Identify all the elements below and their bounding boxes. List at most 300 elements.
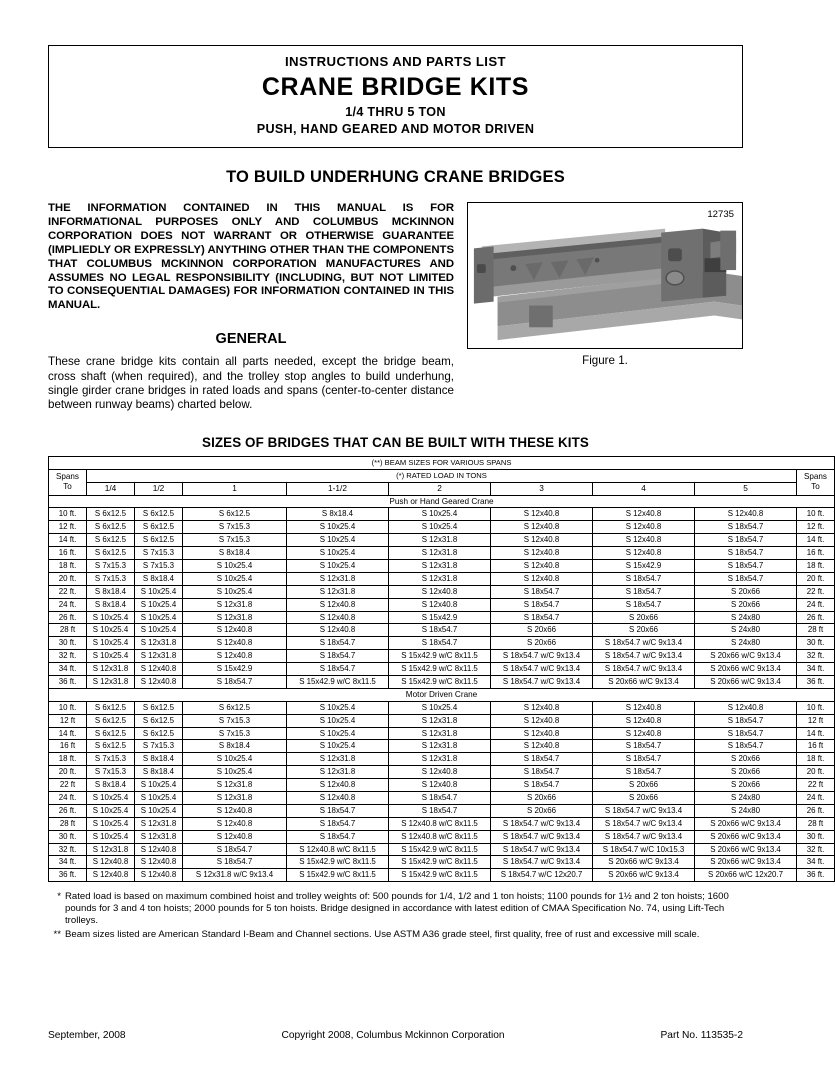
- beam-size-cell: S 12x31.8: [389, 534, 491, 547]
- beam-size-cell: S 12x31.8: [183, 611, 287, 624]
- beam-size-cell: S 12x40.8: [491, 727, 593, 740]
- span-label-left: 26 ft.: [49, 804, 87, 817]
- beam-size-cell: S 24x80: [695, 792, 797, 805]
- beam-size-cell: S 18x54.7 w/C 9x13.4: [491, 817, 593, 830]
- beam-size-cell: S 12x40.8: [593, 508, 695, 521]
- beam-size-cell: S 20x66: [695, 766, 797, 779]
- beam-size-cell: S 12x40.8: [183, 804, 287, 817]
- beam-size-cell: S 10x25.4: [135, 792, 183, 805]
- footer-part-number: Part No. 113535-2: [660, 1030, 743, 1041]
- beam-size-cell: S 10x25.4: [135, 804, 183, 817]
- beam-size-cell: S 12x40.8: [491, 572, 593, 585]
- general-heading: GENERAL: [215, 331, 287, 348]
- span-label-right: 12 ft.: [797, 521, 835, 534]
- beam-size-cell: S 12x31.8: [389, 727, 491, 740]
- beam-size-cell: S 10x25.4: [287, 534, 389, 547]
- span-label-right: 24 ft.: [797, 792, 835, 805]
- spans-bottom-label-right: To: [811, 481, 820, 491]
- beam-size-cell: S 8x18.4: [183, 547, 287, 560]
- beam-size-cell: S 10x25.4: [183, 560, 287, 573]
- beam-size-cell: S 12x40.8: [593, 534, 695, 547]
- beam-size-cell: S 15x42.9: [389, 611, 491, 624]
- document-kicker: INSTRUCTIONS AND PARTS LIST: [284, 54, 507, 69]
- beam-size-cell: S 10x25.4: [287, 560, 389, 573]
- table-row: [49, 714, 835, 727]
- beam-size-cell: S 18x54.7: [389, 792, 491, 805]
- beam-size-cell: S 20x66 w/C 9x13.4: [593, 856, 695, 869]
- load-columns-row: [49, 482, 835, 495]
- beam-size-cell: S 18x54.7: [695, 534, 797, 547]
- beam-size-cell: S 10x25.4: [87, 792, 135, 805]
- beam-size-cell: S 18x54.7 w/C 9x13.4: [593, 663, 695, 676]
- beam-size-cell: S 6x12.5: [87, 714, 135, 727]
- title-box: [48, 45, 743, 148]
- beam-size-cell: S 12x40.8: [287, 792, 389, 805]
- load-column-header: 1: [183, 482, 287, 495]
- beam-size-cell: S 15x42.9 w/C 8x11.5: [287, 869, 389, 882]
- beam-size-cell: S 24x80: [695, 637, 797, 650]
- beam-size-cell: S 10x25.4: [87, 624, 135, 637]
- beam-size-cell: S 12x31.8: [183, 598, 287, 611]
- table-row: [49, 830, 835, 843]
- span-label-right: 24 ft.: [797, 598, 835, 611]
- span-label-right: 14 ft.: [797, 727, 835, 740]
- beam-size-cell: S 20x66: [491, 637, 593, 650]
- beam-size-cell: S 15x42.9 w/C 8x11.5: [389, 650, 491, 663]
- beam-size-cell: S 10x25.4: [287, 521, 389, 534]
- table-head: [49, 456, 835, 495]
- beam-size-cell: S 20x66 w/C 9x13.4: [593, 676, 695, 689]
- footnote: [48, 929, 743, 941]
- footnote-marker: **: [53, 928, 61, 940]
- beam-size-cell: S 10x25.4: [287, 727, 389, 740]
- beam-size-cell: S 18x54.7 w/C 9x13.4: [593, 637, 695, 650]
- beam-size-cell: S 15x42.9 w/C 8x11.5: [389, 843, 491, 856]
- beam-size-cell: S 18x54.7: [695, 572, 797, 585]
- beam-size-cell: S 18x54.7: [491, 766, 593, 779]
- beam-size-cell: S 12x31.8: [287, 766, 389, 779]
- beam-size-cell: S 12x40.8: [183, 637, 287, 650]
- beam-size-cell: S 12x40.8: [491, 714, 593, 727]
- table-rated-load-row: [49, 469, 835, 482]
- beam-size-cell: S 20x66 w/C 9x13.4: [695, 676, 797, 689]
- figure-frame: [467, 202, 743, 349]
- beam-size-cell: S 12x40.8: [491, 560, 593, 573]
- document-page: [0, 45, 827, 1069]
- beam-size-cell: S 20x66: [491, 624, 593, 637]
- table-row: [49, 727, 835, 740]
- span-label-left: 10 ft.: [49, 701, 87, 714]
- beam-size-cell: S 12x40.8: [389, 766, 491, 779]
- span-label-left: 14 ft.: [49, 727, 87, 740]
- span-label-right: 22 ft: [797, 779, 835, 792]
- beam-size-cell: S 18x54.7 w/C 10x15.3: [593, 843, 695, 856]
- document-title: CRANE BRIDGE KITS: [261, 73, 530, 101]
- beam-size-cell: S 18x54.7: [491, 779, 593, 792]
- beam-size-cell: S 12x40.8: [491, 701, 593, 714]
- beam-size-cell: S 12x40.8 w/C 8x11.5: [389, 830, 491, 843]
- beam-size-cell: S 20x66 w/C 9x13.4: [695, 663, 797, 676]
- beam-size-cell: S 20x66 w/C 9x13.4: [695, 843, 797, 856]
- span-label-right: 28 ft: [797, 817, 835, 830]
- beam-size-cell: S 10x25.4: [287, 740, 389, 753]
- beam-size-cell: S 12x40.8: [695, 701, 797, 714]
- beam-size-cell: S 18x54.7 w/C 9x13.4: [593, 650, 695, 663]
- crane-bridge-photo: [468, 203, 742, 348]
- beam-size-cell: S 15x42.9 w/C 8x11.5: [389, 856, 491, 869]
- table-section-header-row: [49, 495, 835, 508]
- beam-size-cell: S 15x42.9: [593, 560, 695, 573]
- beam-size-cell: S 6x12.5: [135, 534, 183, 547]
- beam-size-cell: S 7x15.3: [87, 560, 135, 573]
- beam-size-cell: S 12x40.8: [135, 856, 183, 869]
- span-label-left: 34 ft.: [49, 663, 87, 676]
- beam-size-cell: S 12x31.8: [183, 792, 287, 805]
- beam-size-cell: S 18x54.7: [593, 740, 695, 753]
- beam-size-cell: S 12x40.8: [183, 624, 287, 637]
- beam-size-cell: S 12x40.8: [491, 521, 593, 534]
- beam-size-cell: S 20x66 w/C 12x20.7: [695, 869, 797, 882]
- beam-size-cell: S 7x15.3: [183, 714, 287, 727]
- table-row: [49, 817, 835, 830]
- beam-size-cell: S 12x40.8: [593, 714, 695, 727]
- beam-size-cell: S 12x31.8: [87, 676, 135, 689]
- beam-size-cell: S 12x40.8: [695, 508, 797, 521]
- table-row: [49, 611, 835, 624]
- spans-to-header-right: [797, 469, 835, 495]
- beam-size-cell: S 12x40.8: [287, 779, 389, 792]
- span-label-left: 22 ft: [49, 779, 87, 792]
- footnote-marker: *: [57, 891, 61, 903]
- beam-size-cell: S 18x54.7: [695, 560, 797, 573]
- beam-size-cell: S 10x25.4: [135, 624, 183, 637]
- span-label-right: 32 ft.: [797, 650, 835, 663]
- span-label-right: 36 ft.: [797, 869, 835, 882]
- spans-bottom-label-left: To: [63, 481, 72, 491]
- beam-size-cell: S 6x12.5: [135, 508, 183, 521]
- span-label-right: 34 ft.: [797, 663, 835, 676]
- beam-size-cell: S 18x54.7: [593, 598, 695, 611]
- beam-size-cell: S 20x66 w/C 9x13.4: [695, 830, 797, 843]
- table-row: [49, 560, 835, 573]
- beam-size-cell: S 12x40.8: [389, 598, 491, 611]
- span-label-right: 10 ft.: [797, 701, 835, 714]
- beam-size-cell: S 18x54.7: [183, 676, 287, 689]
- span-label-right: 14 ft.: [797, 534, 835, 547]
- beam-size-cell: S 18x54.7: [491, 585, 593, 598]
- beam-size-cell: S 18x54.7: [491, 753, 593, 766]
- beam-size-cell: S 12x40.8 w/C 8x11.5: [389, 817, 491, 830]
- beam-size-cell: S 18x54.7 w/C 9x13.4: [491, 676, 593, 689]
- beam-size-cell: S 18x54.7 w/C 9x13.4: [593, 804, 695, 817]
- span-label-left: 18 ft.: [49, 753, 87, 766]
- table-row: [49, 701, 835, 714]
- footnote-text: Beam sizes listed are American Standard I-Beam and Channel sections. Use ASTM A36 grade steel, first quality, free of rust and excessive mill scale.: [65, 928, 700, 940]
- beam-size-cell: S 12x40.8: [389, 779, 491, 792]
- beam-size-cell: S 15x42.9 w/C 8x11.5: [389, 676, 491, 689]
- load-column-header: 2: [389, 482, 491, 495]
- beam-size-cell: S 12x40.8: [287, 624, 389, 637]
- span-label-left: 24 ft.: [49, 598, 87, 611]
- figure-number-label: 12735: [707, 209, 734, 220]
- beam-size-cell: S 20x66: [695, 753, 797, 766]
- beam-size-cell: S 8x18.4: [135, 753, 183, 766]
- beam-size-cell: S 12x40.8: [135, 869, 183, 882]
- beam-size-cell: S 15x42.9 w/C 8x11.5: [389, 869, 491, 882]
- document-subtitle: TO BUILD UNDERHUNG CRANE BRIDGES: [226, 168, 565, 186]
- table-body: [49, 495, 835, 882]
- span-label-right: 10 ft.: [797, 508, 835, 521]
- beam-size-cell: S 12x40.8: [593, 701, 695, 714]
- beam-size-cell: S 6x12.5: [87, 534, 135, 547]
- beam-size-cell: S 18x54.7: [695, 714, 797, 727]
- span-label-left: 16 ft: [49, 740, 87, 753]
- span-label-right: 36 ft.: [797, 676, 835, 689]
- beam-size-cell: S 12x40.8: [287, 611, 389, 624]
- beam-size-cell: S 7x15.3: [87, 766, 135, 779]
- footer-date: September, 2008: [48, 1030, 126, 1041]
- beam-size-cell: S 10x25.4: [287, 701, 389, 714]
- beam-size-cell: S 10x25.4: [135, 585, 183, 598]
- span-label-left: 20 ft.: [49, 572, 87, 585]
- beam-size-cell: S 7x15.3: [87, 572, 135, 585]
- beam-size-cell: S 10x25.4: [389, 508, 491, 521]
- table-row: [49, 534, 835, 547]
- beam-size-cell: S 7x15.3: [87, 753, 135, 766]
- disclaimer-text: THE INFORMATION CONTAINED IN THIS MANUAL IS FOR INFORMATIONAL PURPOSES ONLY AND COLUMBUS MCKINNON CORPORATION DOES NOT WARRANT OR OTHERWISE GUARANTEE (IMPLIEDLY OR EXPRESSLY) ANYTHING OTHER THAN THE COMPONENTS THAT COLUMBUS MCKINNON CORPORATION MANUFACTURES AND ASSUMES NO LEGAL RESPONSIBILITY (INCLUDING, BUT NOT LIMITED TO CONSEQUENTIAL DAMAGES) FOR INFORMATION CONTAINED IN THIS MANUAL.: [48, 202, 454, 312]
- beam-size-cell: S 24x80: [695, 624, 797, 637]
- beam-size-cell: S 18x54.7: [287, 663, 389, 676]
- span-label-right: 30 ft.: [797, 637, 835, 650]
- beam-size-cell: S 18x54.7 w/C 9x13.4: [491, 830, 593, 843]
- figure-caption: Figure 1.: [582, 354, 628, 367]
- beam-size-cell: S 18x54.7: [491, 611, 593, 624]
- table-row: [49, 598, 835, 611]
- beam-size-cell: S 10x25.4: [183, 766, 287, 779]
- span-label-left: 20 ft.: [49, 766, 87, 779]
- table-row: [49, 676, 835, 689]
- beam-size-cell: S 12x40.8 w/C 8x11.5: [287, 843, 389, 856]
- beam-size-cell: S 12x31.8: [183, 779, 287, 792]
- beam-size-cell: S 18x54.7: [287, 650, 389, 663]
- span-label-right: 20 ft.: [797, 572, 835, 585]
- span-label-left: 10 ft.: [49, 508, 87, 521]
- beam-size-cell: S 6x12.5: [87, 727, 135, 740]
- beam-size-cell: S 12x31.8 w/C 9x13.4: [183, 869, 287, 882]
- table-row: [49, 650, 835, 663]
- table-row: [49, 572, 835, 585]
- beam-size-cell: S 6x12.5: [135, 727, 183, 740]
- table-row: [49, 766, 835, 779]
- beam-size-cell: S 24x80: [695, 804, 797, 817]
- beam-size-cell: S 10x25.4: [183, 585, 287, 598]
- beam-size-cell: S 10x25.4: [183, 753, 287, 766]
- beam-size-cell: S 6x12.5: [87, 508, 135, 521]
- beam-size-cell: S 7x15.3: [135, 560, 183, 573]
- span-label-left: 26 ft.: [49, 611, 87, 624]
- beam-size-cell: S 10x25.4: [389, 701, 491, 714]
- beam-size-cell: S 20x66 w/C 9x13.4: [593, 869, 695, 882]
- span-label-left: 12 ft.: [49, 521, 87, 534]
- span-label-left: 22 ft.: [49, 585, 87, 598]
- beam-size-cell: S 12x40.8: [87, 869, 135, 882]
- beam-size-cell: S 12x40.8: [135, 676, 183, 689]
- table-section-header-row: [49, 688, 835, 701]
- beam-size-cell: S 12x31.8: [389, 714, 491, 727]
- spans-to-header-left: [49, 469, 87, 495]
- beam-size-cell: S 18x54.7 w/C 9x13.4: [491, 856, 593, 869]
- footnotes: [48, 891, 743, 940]
- beam-size-cell: S 10x25.4: [135, 598, 183, 611]
- beam-size-cell: S 20x66: [593, 792, 695, 805]
- beam-size-cell: S 12x31.8: [287, 585, 389, 598]
- beam-size-cell: S 18x54.7: [287, 637, 389, 650]
- beam-size-cell: S 15x42.9 w/C 8x11.5: [287, 676, 389, 689]
- beam-size-cell: S 6x12.5: [135, 714, 183, 727]
- span-label-right: 30 ft.: [797, 830, 835, 843]
- beam-size-cell: S 10x25.4: [87, 650, 135, 663]
- beam-size-cell: S 6x12.5: [183, 701, 287, 714]
- span-label-right: 18 ft.: [797, 560, 835, 573]
- beam-size-cell: S 12x40.8: [491, 534, 593, 547]
- beam-size-cell: S 12x31.8: [287, 753, 389, 766]
- table-row: [49, 508, 835, 521]
- beam-size-cell: S 10x25.4: [389, 521, 491, 534]
- beam-size-cell: S 6x12.5: [87, 740, 135, 753]
- beam-size-cell: S 20x66: [593, 611, 695, 624]
- beam-size-cell: S 12x31.8: [135, 817, 183, 830]
- span-label-right: 26 ft.: [797, 804, 835, 817]
- beam-size-cell: S 12x40.8: [491, 547, 593, 560]
- span-label-left: 18 ft.: [49, 560, 87, 573]
- beam-size-cell: S 20x66 w/C 9x13.4: [695, 817, 797, 830]
- table-section-name: Motor Driven Crane: [49, 688, 835, 701]
- beam-size-cell: S 18x54.7: [695, 547, 797, 560]
- table-row: [49, 663, 835, 676]
- beam-size-cell: S 18x54.7: [491, 598, 593, 611]
- beam-size-cell: S 12x40.8: [593, 521, 695, 534]
- beam-size-cell: S 18x54.7: [695, 740, 797, 753]
- table-row: [49, 585, 835, 598]
- load-column-header: 5: [695, 482, 797, 495]
- beam-size-cell: S 18x54.7: [183, 843, 287, 856]
- beam-size-cell: S 8x18.4: [135, 572, 183, 585]
- beam-size-cell: S 18x54.7: [183, 856, 287, 869]
- intro-section: [48, 202, 743, 413]
- beam-size-cell: S 8x18.4: [87, 779, 135, 792]
- bridge-sizes-table: [48, 456, 835, 882]
- span-label-left: 28 ft: [49, 817, 87, 830]
- intro-text-column: [48, 202, 462, 413]
- beam-size-cell: S 12x40.8: [287, 598, 389, 611]
- beam-size-cell: S 10x25.4: [87, 637, 135, 650]
- beam-size-cell: S 12x31.8: [389, 740, 491, 753]
- beam-size-cell: S 18x54.7: [287, 817, 389, 830]
- span-label-left: 32 ft.: [49, 650, 87, 663]
- beam-size-cell: S 12x31.8: [389, 572, 491, 585]
- beam-size-cell: S 20x66: [491, 792, 593, 805]
- span-label-right: 22 ft.: [797, 585, 835, 598]
- span-label-left: 30 ft.: [49, 637, 87, 650]
- table-title: SIZES OF BRIDGES THAT CAN BE BUILT WITH THESE KITS: [202, 434, 589, 450]
- beam-size-cell: S 6x12.5: [87, 701, 135, 714]
- beam-size-cell: S 6x12.5: [183, 508, 287, 521]
- beam-size-cell: S 18x54.7 w/C 9x13.4: [593, 817, 695, 830]
- span-label-left: 14 ft.: [49, 534, 87, 547]
- beam-size-cell: S 15x42.9 w/C 8x11.5: [287, 856, 389, 869]
- beam-size-cell: S 12x31.8: [389, 753, 491, 766]
- beam-size-cell: S 18x54.7 w/C 12x20.7: [491, 869, 593, 882]
- beam-size-cell: S 10x25.4: [135, 611, 183, 624]
- footer-copyright: Copyright 2008, Columbus Mckinnon Corporation: [281, 1030, 505, 1041]
- span-label-right: 18 ft.: [797, 753, 835, 766]
- beam-size-cell: S 18x54.7: [593, 572, 695, 585]
- beam-size-cell: S 10x25.4: [287, 547, 389, 560]
- beam-size-cell: S 18x54.7: [695, 727, 797, 740]
- table-row: [49, 869, 835, 882]
- table-section-name: Push or Hand Geared Crane: [49, 495, 835, 508]
- beam-size-cell: S 8x18.4: [287, 508, 389, 521]
- beam-size-cell: S 12x40.8: [135, 663, 183, 676]
- beam-size-cell: S 18x54.7 w/C 9x13.4: [491, 663, 593, 676]
- table-row: [49, 792, 835, 805]
- beam-size-cell: S 18x54.7: [593, 585, 695, 598]
- beam-size-cell: S 12x31.8: [87, 663, 135, 676]
- span-label-left: 28 ft: [49, 624, 87, 637]
- beam-size-cell: S 15x42.9: [183, 663, 287, 676]
- beam-size-cell: S 8x18.4: [87, 598, 135, 611]
- span-label-left: 34 ft.: [49, 856, 87, 869]
- beam-size-cell: S 18x54.7 w/C 9x13.4: [491, 843, 593, 856]
- load-column-header: 1/4: [87, 482, 135, 495]
- beam-size-cell: S 12x40.8: [135, 843, 183, 856]
- beam-size-cell: S 7x15.3: [135, 547, 183, 560]
- beam-size-cell: S 12x31.8: [389, 547, 491, 560]
- beam-size-cell: S 12x40.8: [183, 650, 287, 663]
- figure-column: [462, 202, 743, 367]
- table-row: [49, 521, 835, 534]
- table-row: [49, 547, 835, 560]
- span-label-right: 28 ft: [797, 624, 835, 637]
- beam-size-cell: S 10x25.4: [87, 611, 135, 624]
- beam-size-cell: S 6x12.5: [87, 521, 135, 534]
- beam-size-cell: S 12x31.8: [135, 650, 183, 663]
- table-row: [49, 856, 835, 869]
- beam-size-cell: S 12x31.8: [135, 637, 183, 650]
- beam-size-cell: S 6x12.5: [135, 521, 183, 534]
- load-column-header: 1-1/2: [287, 482, 389, 495]
- beam-size-cell: S 10x25.4: [287, 714, 389, 727]
- span-label-left: 32 ft.: [49, 843, 87, 856]
- beam-size-cell: S 18x54.7: [389, 637, 491, 650]
- beam-size-cell: S 12x40.8: [593, 727, 695, 740]
- beam-size-cell: S 20x66 w/C 9x13.4: [695, 856, 797, 869]
- beam-size-cell: S 18x54.7: [389, 624, 491, 637]
- span-label-left: 16 ft.: [49, 547, 87, 560]
- span-label-right: 16 ft: [797, 740, 835, 753]
- beam-size-cell: S 6x12.5: [135, 701, 183, 714]
- span-label-left: 36 ft.: [49, 676, 87, 689]
- beam-size-cell: S 18x54.7: [695, 521, 797, 534]
- beam-size-cell: S 18x54.7 w/C 9x13.4: [593, 830, 695, 843]
- beam-size-cell: S 20x66: [593, 779, 695, 792]
- span-label-right: 12 ft: [797, 714, 835, 727]
- span-label-right: 34 ft.: [797, 856, 835, 869]
- beam-size-cell: S 12x31.8: [287, 572, 389, 585]
- span-label-right: 26 ft.: [797, 611, 835, 624]
- beam-size-cell: S 20x66: [695, 585, 797, 598]
- beam-size-cell: S 20x66 w/C 9x13.4: [695, 650, 797, 663]
